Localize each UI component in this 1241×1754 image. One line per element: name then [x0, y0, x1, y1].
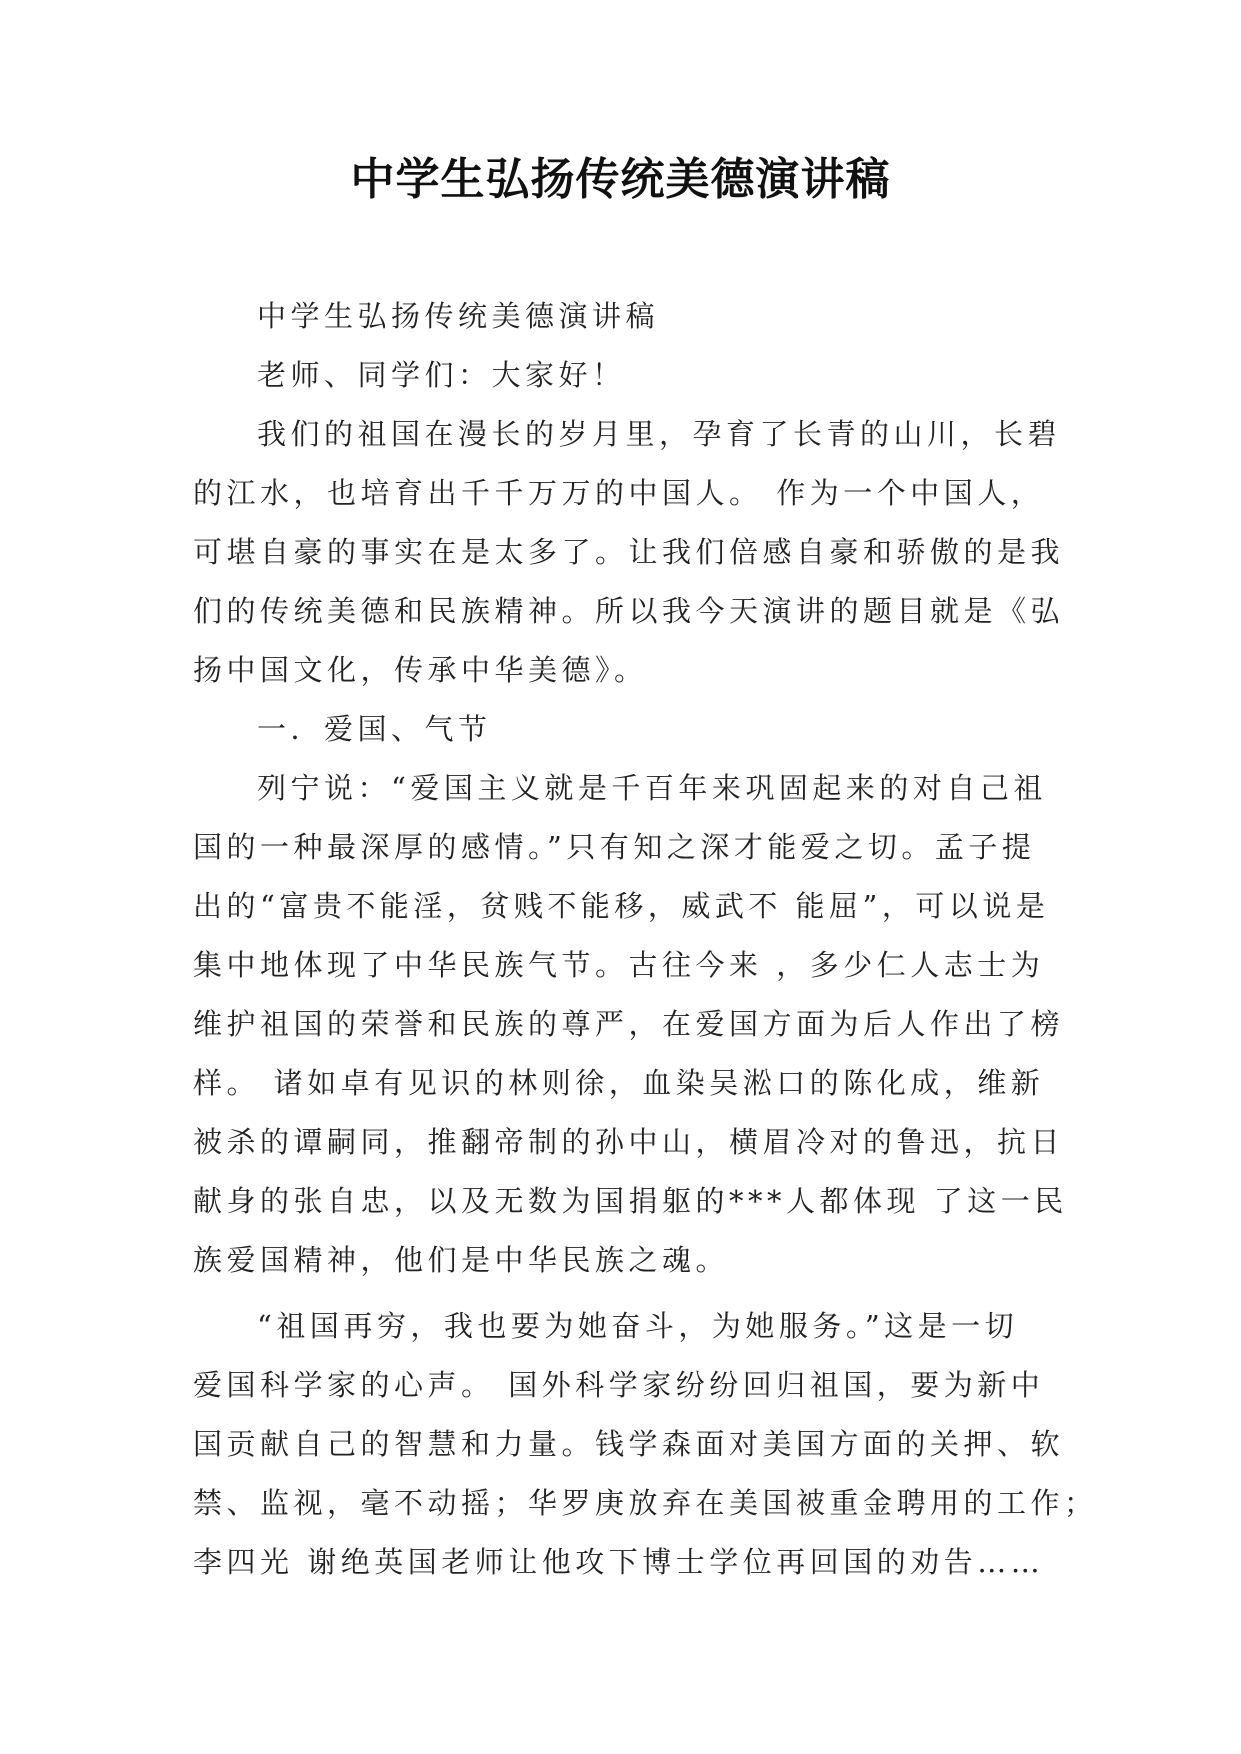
body-line: 维护祖国的荣誉和民族的尊严，在爱国方面为后人作出了榜	[193, 1007, 1065, 1041]
body-line: 族爱国精神，他们是中华民族之魂。	[193, 1243, 730, 1277]
body-line: 集中地体现了中华民族气节。古往今来 ，多少仁人志士为	[193, 948, 1045, 982]
body-line: 中学生弘扬传统美德演讲稿	[257, 299, 660, 333]
body-line: 扬中国文化，传承中华美德》。	[193, 653, 648, 687]
body-line: 老师、同学们：大家好！	[257, 358, 626, 392]
body-line: 可堪自豪的事实在是太多了。让我们倍感自豪和骄傲的是我	[193, 535, 1065, 569]
body-line: 国的一种最深厚的感情。”只有知之深才能爱之切。孟子提	[193, 830, 1036, 864]
body-line: 们的传统美德和民族精神。所以我今天演讲的题目就是《弘	[193, 594, 1065, 628]
body-line: “祖国再穷，我也要为她奋斗，为她服务。”这是一切	[257, 1309, 1019, 1343]
body-line: 样。 诸如卓有见识的林则徐，血染吴淞口的陈化成，维新	[193, 1066, 1045, 1100]
body-line: 列宁说：“爱国主义就是千百年来巩固起来的对自己祖	[257, 771, 1047, 805]
document-body	[193, 287, 1098, 1592]
body-line: 李四光 谢绝英国老师让他攻下博士学位再回国的劝告……	[193, 1545, 1045, 1579]
document-title: 中学生弘扬传统美德演讲稿	[350, 154, 891, 205]
body-line: 被杀的谭嗣同，推翻帝制的孙中山，横眉冷对的鲁迅，抗日	[193, 1125, 1065, 1159]
body-line: 爱国科学家的心声。 国外科学家纷纷回归祖国，要为新中	[193, 1368, 1045, 1402]
body-line: 献身的张自忠，以及无数为国捐躯的***人都体现 了这一民	[193, 1184, 1068, 1218]
body-line: 我们的祖国在漫长的岁月里，孕育了长青的山川，长碧	[257, 417, 1062, 451]
body-line: 的江水，也培育出千千万万的中国人。 作为一个中国人，	[193, 476, 1045, 510]
paragraph-gap	[193, 1290, 1053, 1297]
section-heading: 一．爱国、气节	[257, 712, 492, 746]
body-line: 出的“富贵不能淫，贫贱不能移，威武不 能屈”，可以说是	[193, 889, 1050, 923]
body-line: 禁、监视，毫不动摇；华罗庚放弃在美国被重金聘用的工作；	[193, 1486, 1098, 1520]
body-line: 国贡献自己的智慧和力量。钱学森面对美国方面的关押、软	[193, 1427, 1065, 1461]
